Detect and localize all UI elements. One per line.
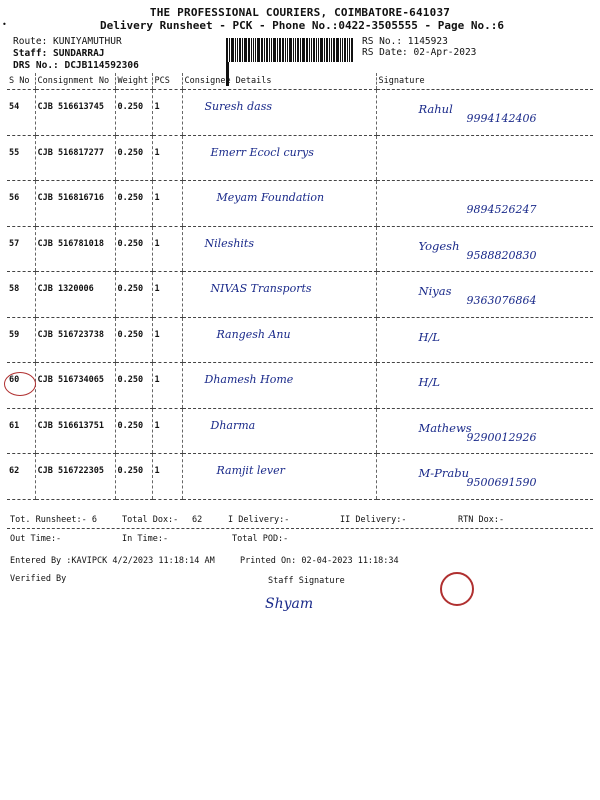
barcode-bar — [300, 38, 301, 62]
barcode-bar — [285, 38, 286, 62]
barcode-bar — [248, 38, 250, 62]
consignee-handwritten: Nileshits — [204, 236, 254, 250]
row-weight: 0.250 — [115, 135, 152, 181]
barcode-bar — [237, 38, 238, 62]
row-weight: 0.250 — [115, 181, 152, 227]
barcode-bar — [333, 38, 335, 62]
barcode-bar — [289, 38, 292, 62]
barcode-bar — [264, 38, 265, 62]
row-pcs: 1 — [152, 317, 182, 363]
signature-handwritten — [379, 136, 592, 148]
barcode-bar — [340, 38, 341, 62]
row-sno: 59 — [7, 317, 35, 363]
row-sno: 56 — [7, 181, 35, 227]
row-consignee — [182, 226, 376, 272]
col-signature: Signature — [376, 73, 593, 90]
footer-divider — [7, 528, 593, 529]
barcode-bar — [266, 38, 268, 62]
row-signature — [376, 181, 593, 227]
ii-delivery: II Delivery:- — [340, 515, 407, 525]
signature-handwritten — [379, 318, 592, 344]
printed-on: Printed On: 02-04-2023 11:18:34 — [240, 556, 399, 566]
barcode — [226, 38, 354, 62]
table-row — [7, 135, 593, 181]
barcode-bar — [235, 38, 236, 62]
row-pcs: 1 — [152, 272, 182, 318]
consignee-handwritten: NIVAS Transports — [210, 282, 312, 295]
barcode-bar — [351, 38, 353, 62]
total-dox-label: Total Dox:- — [122, 515, 179, 525]
table-row — [7, 90, 593, 136]
row-signature — [376, 135, 593, 181]
row-signature — [376, 226, 593, 272]
barcode-bar — [349, 38, 350, 62]
consignee-handwritten: Dhamesh Home — [204, 373, 294, 386]
route-label: Route: KUNIYAMUTHUR — [13, 36, 122, 47]
barcode-bar — [229, 38, 230, 62]
row-consignment: CJB 516817277 — [35, 135, 115, 181]
row-pcs: 1 — [152, 181, 182, 227]
row-consignment: CJB 516722305 — [35, 454, 115, 500]
consignee-handwritten: Meyam Foundation — [216, 191, 325, 204]
table-row — [7, 454, 593, 500]
stamp-mark — [440, 572, 474, 606]
row-pcs: 1 — [152, 135, 182, 181]
barcode-bar — [347, 38, 348, 62]
staff-signature-handwritten: Shyam — [265, 596, 314, 612]
signature-handwritten — [379, 90, 592, 125]
barcode-bar — [297, 38, 299, 62]
consignee-handwritten: Dharma — [210, 418, 256, 432]
total-pod: Total POD:- — [232, 534, 289, 544]
staff-label: Staff: SUNDARRAJ — [13, 48, 105, 59]
row-60-circle-mark — [4, 372, 36, 396]
row-sno: 61 — [7, 408, 35, 454]
barcode-bar — [282, 38, 284, 62]
rs-date: RS Date: 02-Apr-2023 — [362, 47, 477, 58]
barcode-bar — [316, 38, 317, 62]
signature-handwritten — [379, 454, 592, 489]
out-time: Out Time:- — [10, 534, 62, 544]
barcode-bar — [287, 38, 288, 62]
rtn-dox: RTN Dox:- — [458, 515, 505, 525]
col-weight: Weight — [115, 73, 152, 90]
row-sno: 62 — [7, 454, 35, 500]
signature-name: H/L — [418, 329, 441, 344]
row-consignee — [182, 363, 376, 409]
signature-name: M-Prabu — [418, 466, 470, 480]
row-consignment: CJB 516781018 — [35, 226, 115, 272]
barcode-bar — [309, 38, 310, 62]
col-consignment: Consignment No — [35, 73, 115, 90]
barcode-bar — [293, 38, 294, 62]
row-sno: 55 — [7, 135, 35, 181]
row-consignee — [182, 272, 376, 318]
runsheet-table — [7, 73, 593, 500]
barcode-bar — [336, 38, 339, 62]
row-weight: 0.250 — [115, 317, 152, 363]
row-weight: 0.250 — [115, 272, 152, 318]
row-pcs: 1 — [152, 90, 182, 136]
rs-number: RS No.: 1145923 — [362, 36, 448, 47]
row-signature — [376, 272, 593, 318]
table-row — [7, 317, 593, 363]
barcode-bar — [295, 38, 296, 62]
barcode-bar — [242, 38, 243, 62]
in-time: In Time:- — [122, 534, 169, 544]
row-weight: 0.250 — [115, 408, 152, 454]
barcode-bar — [318, 38, 319, 62]
row-consignee — [182, 454, 376, 500]
row-signature — [376, 454, 593, 500]
signature-phone: 9894526247 — [466, 203, 537, 216]
barcode-bar — [306, 38, 308, 62]
barcode-bar — [226, 38, 228, 62]
signature-phone: 9588820830 — [466, 248, 537, 262]
barcode-bar — [251, 38, 252, 62]
row-pcs: 1 — [152, 408, 182, 454]
barcode-bar — [302, 38, 305, 62]
table-header-row — [7, 73, 593, 90]
barcode-bar — [239, 38, 241, 62]
consignee-handwritten: Rangesh Anu — [216, 327, 291, 341]
row-consignment: CJB 516734065 — [35, 363, 115, 409]
signature-name: Rahul — [418, 102, 453, 116]
col-consignee: Consignee Details — [182, 73, 376, 90]
row-sno: 60 — [7, 363, 35, 409]
barcode-bar — [313, 38, 315, 62]
consignee-handwritten: Ramjit lever — [216, 464, 285, 477]
punch-mark: • — [2, 20, 7, 29]
table-row — [7, 226, 593, 272]
signature-handwritten — [379, 363, 592, 389]
signature-phone: 9290012926 — [466, 430, 537, 444]
signature-phone: 9994142406 — [466, 112, 537, 125]
row-consignment: CJB 516723738 — [35, 317, 115, 363]
signature-handwritten — [379, 181, 592, 216]
row-signature — [376, 408, 593, 454]
consignee-handwritten: Suresh dass — [204, 100, 273, 113]
entered-by: Entered By :KAVIPCK 4/2/2023 11:18:14 AM — [10, 556, 215, 566]
row-pcs: 1 — [152, 454, 182, 500]
barcode-bar — [342, 38, 343, 62]
barcode-bar — [344, 38, 346, 62]
barcode-bar — [261, 38, 263, 62]
col-sno: S No — [7, 73, 35, 90]
signature-name: H/L — [418, 375, 441, 389]
i-delivery: I Delivery:- — [228, 515, 290, 525]
row-sno: 58 — [7, 272, 35, 318]
table-row — [7, 363, 593, 409]
barcode-bar — [244, 38, 247, 62]
runsheet-title: Delivery Runsheet - PCK - Phone No.:0422-3505555 - Page No.:6 — [100, 19, 504, 32]
row-signature — [376, 317, 593, 363]
barcode-bar — [320, 38, 323, 62]
row-signature — [376, 90, 593, 136]
table-row — [7, 181, 593, 227]
total-dox-value: 62 — [192, 515, 203, 525]
drs-number: DRS No.: DCJB114592306 — [13, 60, 139, 71]
barcode-bar — [255, 38, 256, 62]
row-pcs: 1 — [152, 363, 182, 409]
consignee-handwritten: Emerr Ecocl curys — [210, 145, 314, 159]
table-row — [7, 408, 593, 454]
signature-handwritten — [379, 272, 592, 307]
barcode-bar — [253, 38, 254, 62]
row-consignee — [182, 90, 376, 136]
barcode-bar — [277, 38, 278, 62]
barcode-bar — [331, 38, 332, 62]
row-sno: 54 — [7, 90, 35, 136]
row-weight: 0.250 — [115, 226, 152, 272]
signature-phone: 9500691590 — [466, 476, 537, 489]
verified-by: Verified By — [10, 574, 67, 584]
signature-name: Yogesh — [418, 238, 460, 253]
barcode-bar — [279, 38, 281, 62]
row-consignment: CJB 1320006 — [35, 272, 115, 318]
col-pcs: PCS — [152, 73, 182, 90]
tot-runsheet: Tot. Runsheet:- 6 — [10, 515, 97, 525]
row-weight: 0.250 — [115, 90, 152, 136]
row-consignment: CJB 516613745 — [35, 90, 115, 136]
row-consignee — [182, 181, 376, 227]
barcode-bar — [311, 38, 312, 62]
row-weight: 0.250 — [115, 454, 152, 500]
barcode-bar — [273, 38, 276, 62]
row-consignment: CJB 516816716 — [35, 181, 115, 227]
table-row — [7, 272, 593, 318]
row-consignment: CJB 516613751 — [35, 408, 115, 454]
signature-handwritten — [379, 227, 592, 262]
barcode-bar — [269, 38, 270, 62]
barcode-bar — [329, 38, 330, 62]
row-consignee — [182, 408, 376, 454]
company-title: THE PROFESSIONAL COURIERS, COIMBATORE-641037 — [149, 6, 451, 19]
row-sno: 57 — [7, 226, 35, 272]
signature-name: Niyas — [418, 284, 452, 298]
signature-phone: 9363076864 — [466, 294, 537, 307]
barcode-bar — [324, 38, 325, 62]
row-weight: 0.250 — [115, 363, 152, 409]
barcode-bar — [326, 38, 328, 62]
signature-name: Mathews — [418, 420, 472, 435]
row-signature — [376, 363, 593, 409]
staff-signature-label: Staff Signature — [268, 576, 345, 586]
row-consignee — [182, 135, 376, 181]
barcode-bar — [231, 38, 234, 62]
barcode-bar — [257, 38, 260, 62]
signature-handwritten — [379, 409, 592, 444]
row-pcs: 1 — [152, 226, 182, 272]
row-consignee — [182, 317, 376, 363]
barcode-bar — [271, 38, 272, 62]
